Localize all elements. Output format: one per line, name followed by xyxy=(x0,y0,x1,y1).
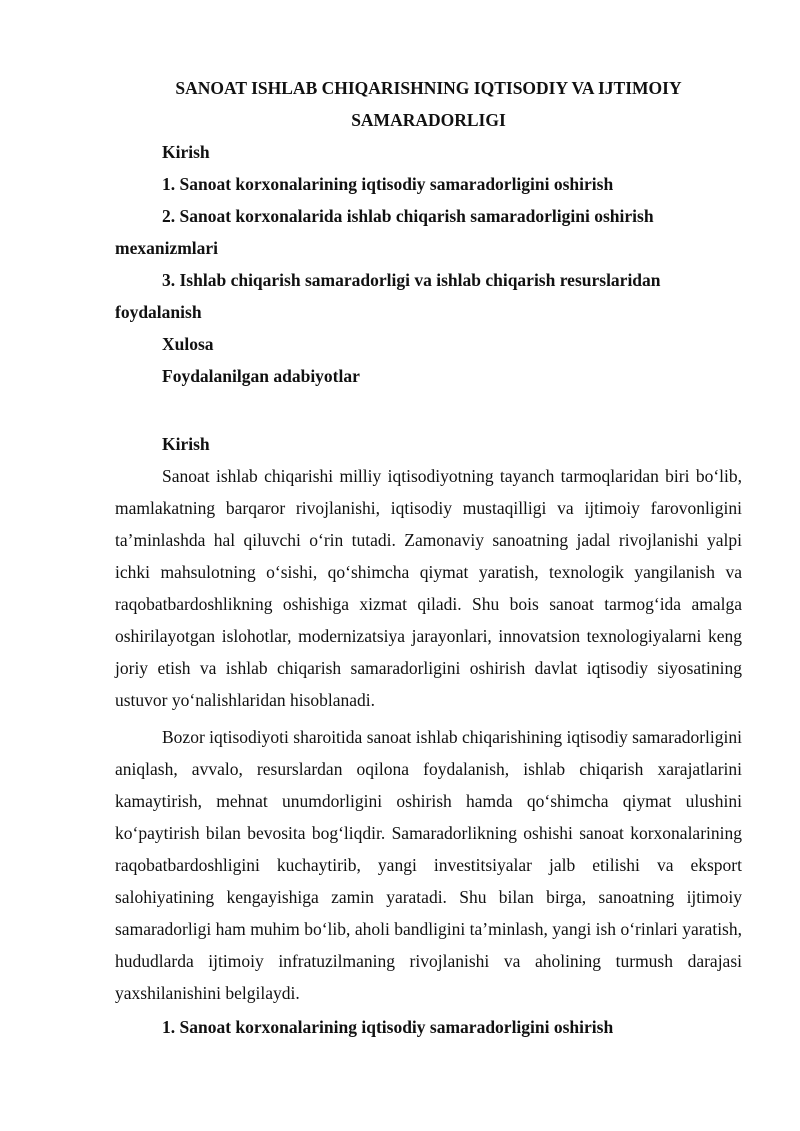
toc-item-conclusion: Xulosa xyxy=(162,334,214,354)
toc-item-section-1: 1. Sanoat korxonalarining iqtisodiy samaradorligini oshirish xyxy=(162,174,614,194)
toc-item-section-3: 3. Ishlab chiqarish samaradorligi va ishlab chiqarish resurslaridan foydalanish xyxy=(115,270,661,322)
intro-paragraph-2: Bozor iqtisodiyoti sharoitida sanoat ishlab chiqarishining iqtisodiy samaradorligini aniqlash, avvalo, resurslardan oqilona foydalanish, ishlab chiqarish xarajatlarini kamaytirish, mehnat unumdorligini oshirish hamda qo‘shimcha qiymat ulushini ko‘paytirish bilan bevosita bog‘liqdir. Samaradorlikning oshishi sanoat korxonalarining raqobatbardoshligini kuchaytirib, yangi investitsiyalar jalb etilishi va eksport salohiyatining kengayishiga zamin yaratadi. Shu bilan birga, sanoatning ijtimoiy samaradorligi ham muhim bo‘lib, aholi bandligini ta’minlash, yangi ish o‘rinlari yaratish, hududlarda ijtimoiy infratuzilmaning rivojlanishi va aholining turmush darajasi yaxshilanishini belgilaydi. xyxy=(115,727,742,1003)
toc-item-section-2: 2. Sanoat korxonalarida ishlab chiqarish samaradorligini oshirish mexanizmlari xyxy=(115,206,654,258)
toc-item-intro: Kirish xyxy=(162,142,210,162)
section-1-heading: 1. Sanoat korxonalarining iqtisodiy samaradorligini oshirish xyxy=(162,1017,614,1037)
document-title: SANOAT ISHLAB CHIQARISHNING IQTISODIY VA IJTIMOIY SAMARADORLIGI xyxy=(175,78,682,130)
toc-item-references: Foydalanilgan adabiyotlar xyxy=(162,366,360,386)
table-of-contents xyxy=(115,136,742,392)
intro-paragraph-1: Sanoat ishlab chiqarishi milliy iqtisodiyotning tayanch tarmoqlaridan biri bo‘lib, mamlakatning barqaror rivojlanishi, iqtisodiy mustaqilligi va ijtimoiy farovonligini ta’minlashda hal qiluvchi o‘rin tutadi. Zamonaviy sanoatning jadal rivojlanishi yalpi ichki mahsulotning o‘sishi, qo‘shimcha qiymat yaratish, texnologik yangilanish va raqobatbardoshlikning oshishiga xizmat qiladi. Shu bois sanoat tarmog‘ida amalga oshirilayotgan islohotlar, modernizatsiya jarayonlari, innovatsion texnologiyalarni keng joriy etish va ishlab chiqarish samaradorligini oshirish davlat iqtisodiy siyosatining ustuvor yo‘nalishlaridan hisoblanadi. xyxy=(115,466,742,710)
intro-heading: Kirish xyxy=(162,434,210,454)
